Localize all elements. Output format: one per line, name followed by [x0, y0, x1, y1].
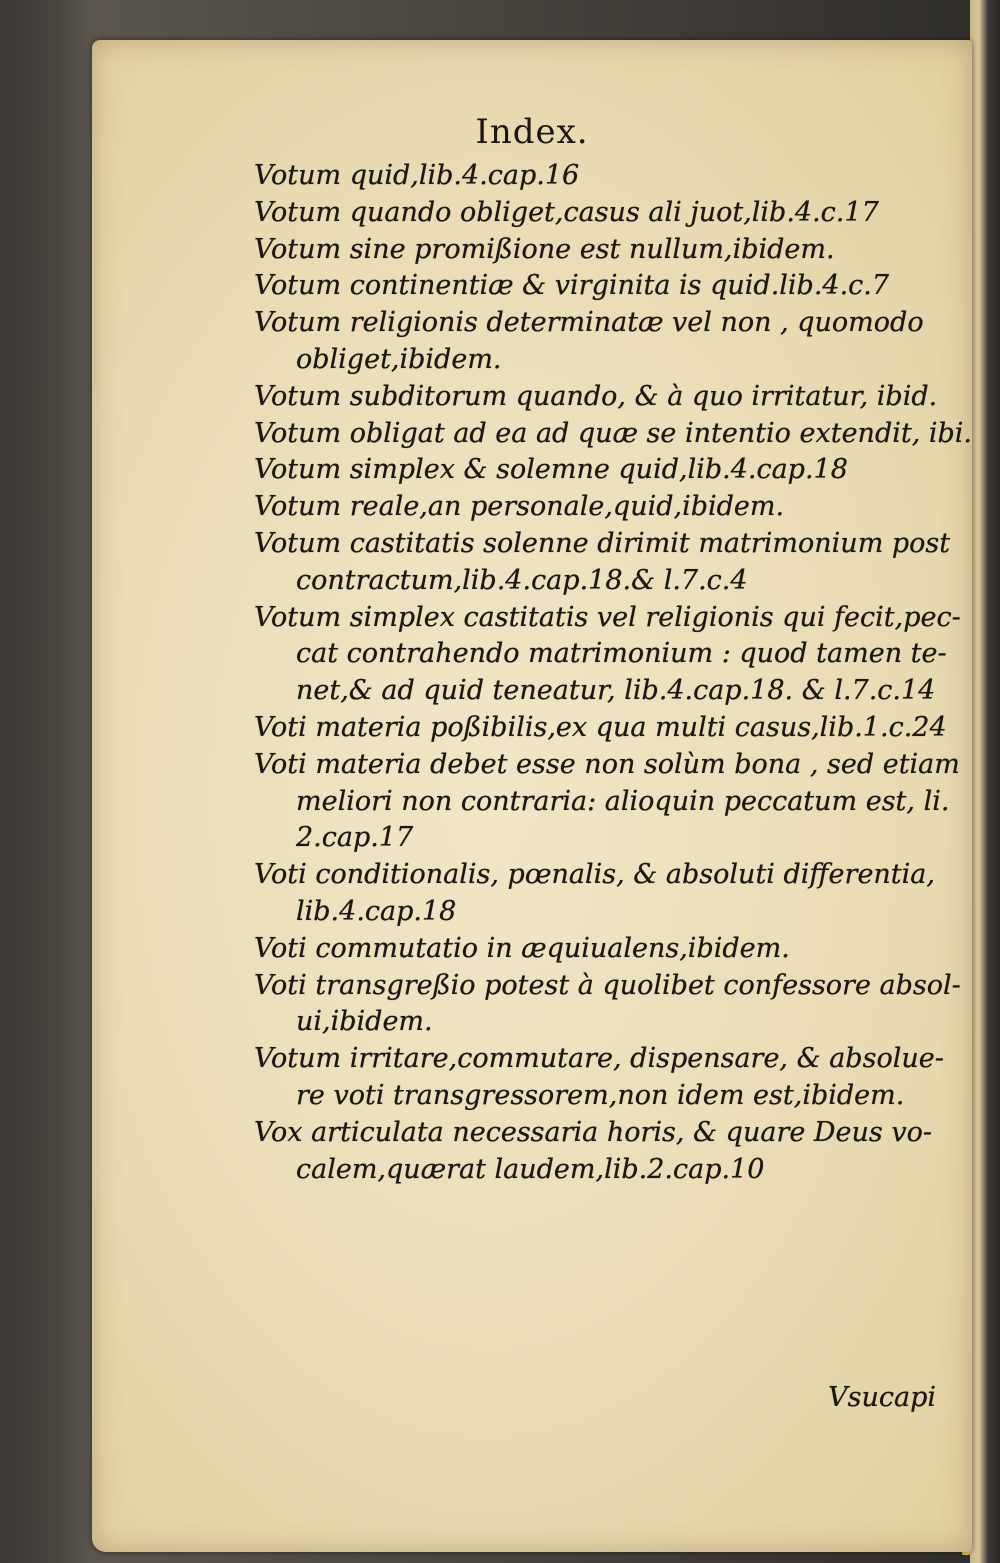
index-line: Votum irritare,commutare, dispensare, & absolue- [254, 1043, 944, 1075]
index-line: Votum religionis determinatæ vel non , quomodo [254, 307, 924, 339]
index-line: Votum quando obliget,casus ali juot,lib.4.c.17 [254, 196, 879, 228]
index-line: Voti materia debet esse non solùm bona , sed etiam [254, 748, 960, 780]
page-text-block [92, 40, 972, 1552]
index-line: Votum continentiæ & virginita is quid.lib.4.c.7 [254, 270, 890, 302]
index-line-continuation: calem,quærat laudem,lib.2.cap.10 [296, 1153, 765, 1185]
index-line: Voti commutatio in æquiualens,ibidem. [254, 932, 790, 964]
index-line: Voti transgreßio potest à quolibet confessore absol- [254, 969, 961, 1001]
book-fore-edge [970, 0, 1000, 1563]
index-line-continuation: contractum,lib.4.cap.18.& l.7.c.4 [296, 564, 748, 596]
index-entry-list [254, 158, 973, 1188]
index-line: Votum simplex & solemne quid,lib.4.cap.18 [254, 454, 848, 486]
index-line: Votum simplex castitatis vel religionis qui fecit,pec- [254, 601, 961, 633]
index-line: Voti conditionalis, pœnalis, & absoluti differentia, [254, 859, 935, 891]
index-line: Votum subditorum quando, & à quo irritatur, ibid. [254, 380, 938, 412]
index-line-continuation: obliget,ibidem. [296, 343, 502, 375]
index-line-continuation: net,& ad quid teneatur, lib.4.cap.18. & l.7.c.14 [296, 675, 936, 707]
index-line-continuation: lib.4.cap.18 [296, 895, 457, 927]
index-line: Votum reale,an personale,quid,ibidem. [254, 491, 785, 523]
index-line-continuation: meliori non contraria: alioquin peccatum est, li. [296, 785, 950, 817]
book-page [92, 40, 972, 1552]
index-line: Votum quid,lib.4.cap.16 [254, 160, 580, 191]
index-line: Votum sine promißione est nullum,ibidem. [254, 233, 835, 265]
page-heading: Index. [475, 112, 589, 152]
index-line: Voti materia poßibilis,ex qua multi casus,lib.1.c.24 [254, 711, 947, 743]
index-line: Votum obligat ad ea ad quæ se intentio extendit, ibi. [254, 417, 973, 449]
index-line-continuation: ui,ibidem. [296, 1006, 433, 1038]
index-line-continuation: re voti transgressorem,non idem est,ibidem. [296, 1079, 905, 1111]
index-line-continuation: 2.cap.17 [296, 822, 414, 854]
index-line: Vox articulata necessaria horis, & quare Deus vo- [254, 1116, 932, 1148]
index-line: Votum castitatis solenne dirimit matrimonium post [254, 527, 951, 559]
catchword: Vsucapi [828, 1382, 936, 1413]
index-line-continuation: cat contrahendo matrimonium : quod tamen te- [296, 638, 947, 670]
